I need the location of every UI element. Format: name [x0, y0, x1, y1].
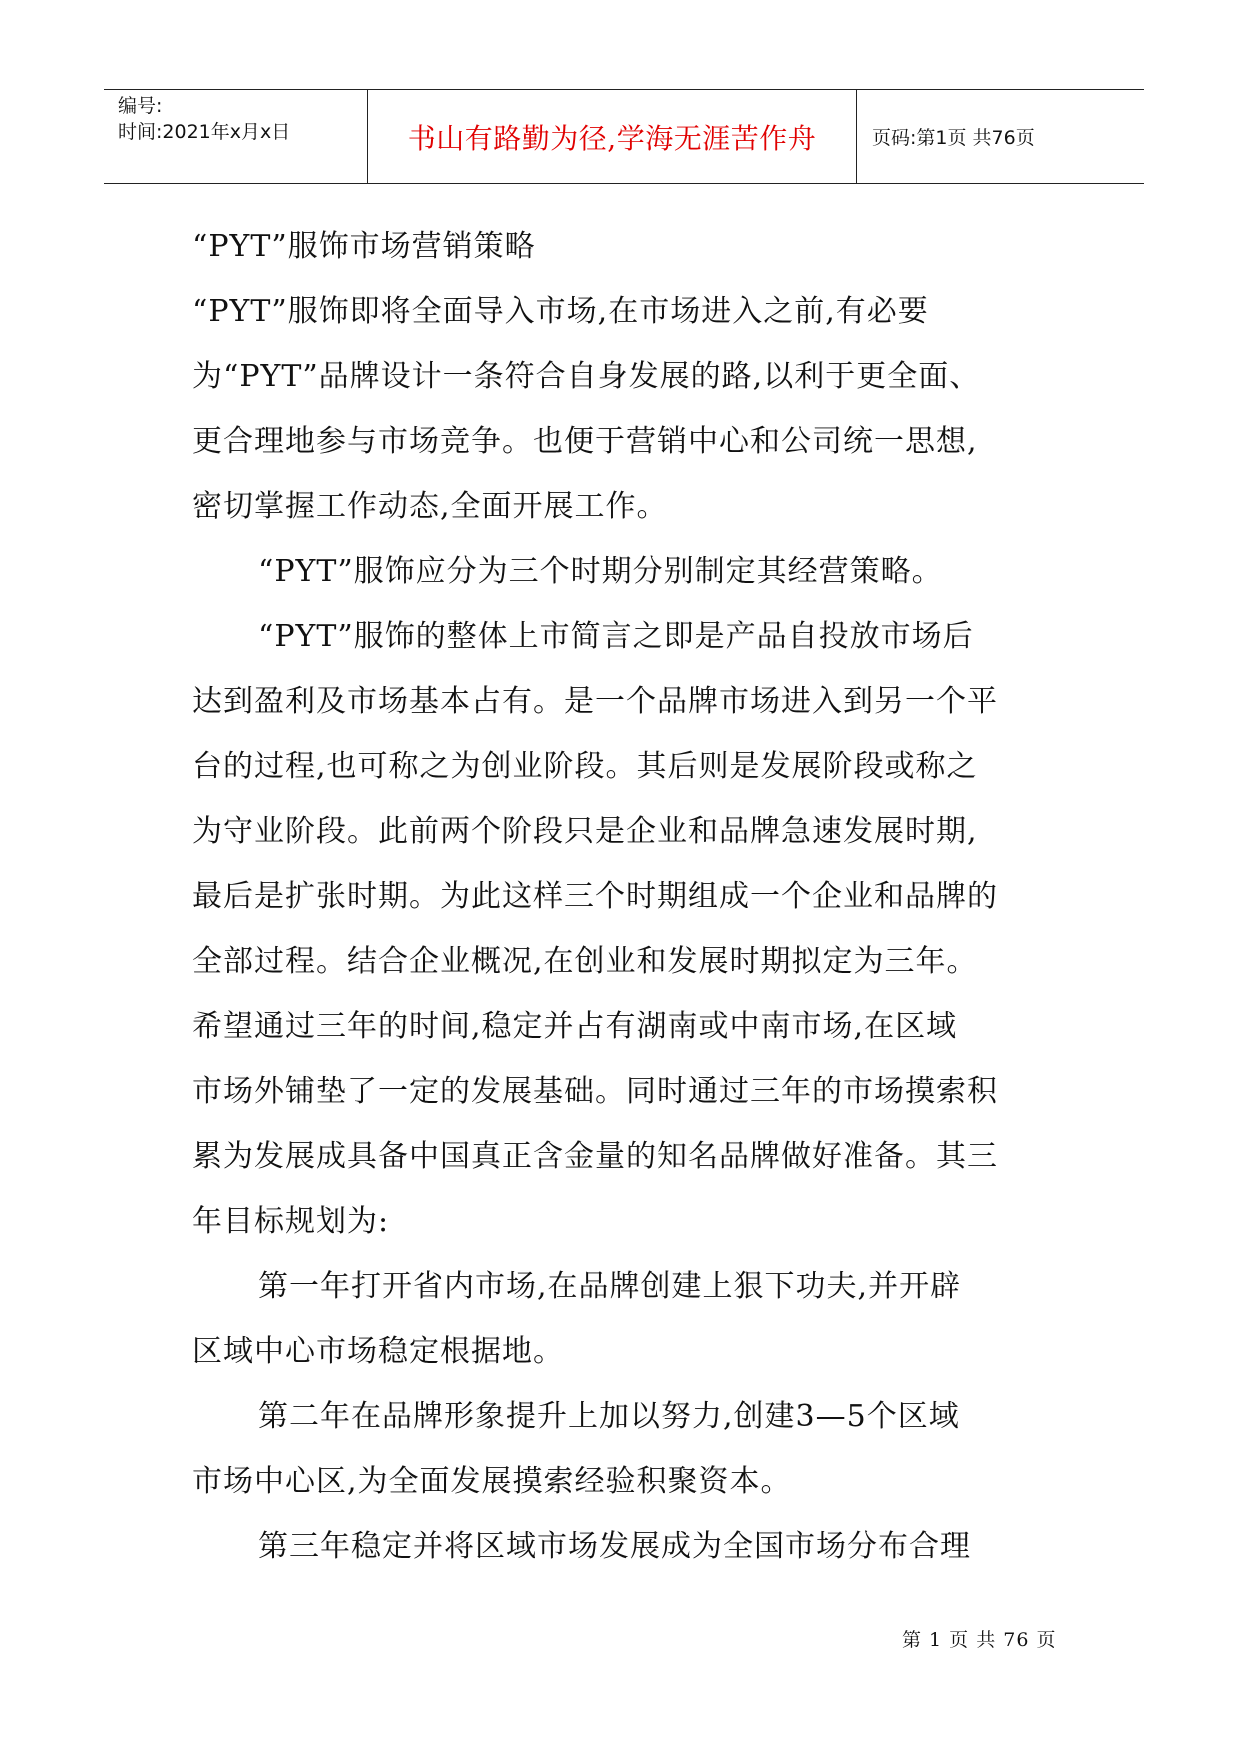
page-footer: 第 1 页 共 76 页 — [902, 1629, 1057, 1651]
paragraph-line: “PYT”服饰的整体上市简言之即是产品自投放市场后 — [258, 619, 974, 654]
document-body — [192, 214, 1072, 1579]
number-label: 编号: — [118, 95, 163, 117]
paragraph-line: 区域中心市场稳定根据地。 — [192, 1334, 564, 1369]
paragraph-line: “PYT”服饰即将全面导入市场,在市场进入之前,有必要 — [192, 294, 929, 329]
paragraph-line: 累为发展成具备中国真正含金量的知名品牌做好准备。其三 — [192, 1139, 998, 1174]
document-title: “PYT”服饰市场营销策略 — [192, 229, 536, 264]
paragraph-line: 市场外铺垫了一定的发展基础。同时通过三年的市场摸索积 — [192, 1074, 998, 1109]
header-page-cell — [858, 90, 1144, 183]
paragraph-line: 希望通过三年的时间,稳定并占有湖南或中南市场,在区域 — [192, 1009, 958, 1044]
paragraph-line: 全部过程。结合企业概况,在创业和发展时期拟定为三年。 — [192, 944, 978, 979]
paragraph-line: 第一年打开省内市场,在品牌创建上狠下功夫,并开辟 — [258, 1269, 962, 1304]
paragraph-line: 台的过程,也可称之为创业阶段。其后则是发展阶段或称之 — [192, 749, 978, 784]
time-label: 时间:2021年x月x日 — [118, 121, 291, 143]
paragraph-line: 第三年稳定并将区域市场发展成为全国市场分布合理 — [258, 1529, 971, 1564]
paragraph-line: 最后是扩张时期。为此这样三个时期组成一个企业和品牌的 — [192, 879, 998, 914]
paragraph-line: 第二年在品牌形象提升上加以努力,创建3—5个区域 — [258, 1399, 960, 1434]
document-header — [104, 89, 1144, 184]
paragraph-line: 为守业阶段。此前两个阶段只是企业和品牌急速发展时期, — [192, 814, 978, 849]
page-code: 页码:第1页 共76页 — [872, 127, 1035, 149]
paragraph-line: 达到盈利及市场基本占有。是一个品牌市场进入到另一个平 — [192, 684, 998, 719]
motto-text: 书山有路勤为径,学海无涯苦作舟 — [407, 121, 817, 155]
paragraph-line: 年目标规划为: — [192, 1204, 390, 1239]
header-meta-cell — [104, 90, 368, 183]
paragraph-line: “PYT”服饰应分为三个时期分别制定其经营策略。 — [258, 554, 943, 589]
paragraph-line: 更合理地参与市场竞争。也便于营销中心和公司统一思想, — [192, 424, 978, 459]
paragraph-line: 为“PYT”品牌设计一条符合自身发展的路,以利于更全面、 — [192, 359, 981, 394]
paragraph-line: 密切掌握工作动态,全面开展工作。 — [192, 489, 668, 524]
header-motto-cell — [368, 90, 857, 183]
paragraph-line: 市场中心区,为全面发展摸索经验积聚资本。 — [192, 1464, 792, 1499]
